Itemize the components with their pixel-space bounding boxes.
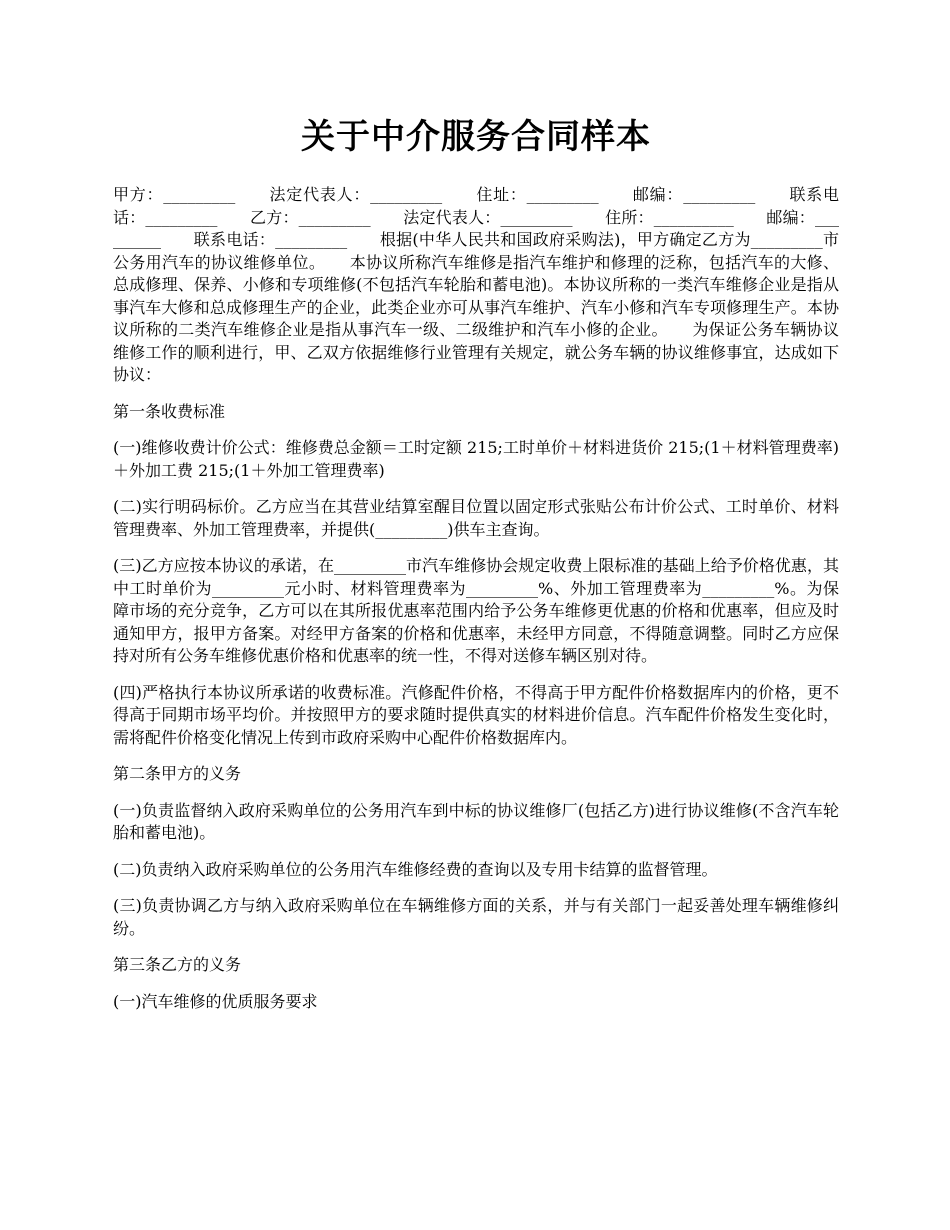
- document-title: 关于中介服务合同样本: [301, 117, 651, 157]
- section-heading-fees: 第一条收费标准: [113, 401, 226, 421]
- fee-clause-2: (二)实行明码标价。乙方应当在其营业结算室醒目位置以固定形式张贴公布计价公式、工时单价、材料管理费率、外加工管理费率，并提供(_________)供车主查询。: [113, 497, 839, 539]
- document-page: [113, 0, 839, 1013]
- fee-clause-3: (三)乙方应按本协议的承诺，在_________市汽车维修协会规定收费上限标准的基础上给予价格优惠，其中工时单价为_________元小时、材料管理费率为_________%、外加工管理费率为_________%。为保障市场的充分竞争，乙方可以在其所报优惠率范围内给予公务车维修更优惠的价格和优惠率，但应及时通知甲方，报甲方备案。对经甲方备案的价格和优惠率，未经甲方同意，不得随意调整。同时乙方应保持对所有公务车维修优惠价格和优惠率的统一性，不得对送修车辆区别对待。: [113, 556, 839, 665]
- section-heading-party-a: 第二条甲方的义务: [113, 764, 242, 783]
- fee-clause-1: (一)维修收费计价公式：维修费总金额＝工时定额 215;工时单价＋材料进货价 215;(1＋材料管理费率)＋外加工费 215;(1＋外加工管理费率): [113, 438, 839, 480]
- section-heading-party-b: 第三条乙方的义务: [113, 955, 242, 974]
- intro-paragraph: 甲方：_________ 法定代表人：_________ 住址：_________ 邮编：_________ 联系电话：_________ 乙方：_________ 法定代表人：_________ 住所：__________ 邮编：_________ 联系电话：_________ 根据(中华人民共和国政府采购法)，甲方确定乙方为_________市公务用汽车的协议维修单位。 本协议所称汽车维修是指汽车维护和修理的泛称，包括汽车的大修、总成修理、保养、小修和专项维修(不包括汽车轮胎和蓄电池)。本协议所称的一类汽车维修企业是指从事汽车大修和总成修理生产的企业，此类企业亦可从事汽车维护、汽车小修和汽车专项修理生产。本协议所称的二类汽车维修企业是指从事汽车一级、二级维护和汽车小修的企业。 为保证公务车辆协议维修工作的顺利进行，甲、乙双方依据维修行业管理有关规定，就公务车辆的协议维修事宜，达成如下协议：: [113, 185, 839, 384]
- party-a-clause-3: (三)负责协调乙方与纳入政府采购单位在车辆维修方面的关系，并与有关部门一起妥善处理车辆维修纠纷。: [113, 896, 839, 938]
- party-a-clause-1: (一)负责监督纳入政府采购单位的公务用汽车到中标的协议维修厂(包括乙方)进行协议维修(不含汽车轮胎和蓄电池)。: [113, 800, 839, 842]
- fee-clause-4: (四)严格执行本协议所承诺的收费标准。汽修配件价格，不得高于甲方配件价格数据库内的价格，更不得高于同期市场平均价。并按照甲方的要求随时提供真实的材料进价信息。汽车配件价格发生变化时，需将配件价格变化情况上传到市政府采购中心配件价格数据库内。: [113, 682, 839, 747]
- party-b-clause-1: (一)汽车维修的优质服务要求: [113, 991, 318, 1011]
- party-a-clause-2: (二)负责纳入政府采购单位的公务用汽车维修经费的查询以及专用卡结算的监督管理。: [113, 859, 718, 879]
